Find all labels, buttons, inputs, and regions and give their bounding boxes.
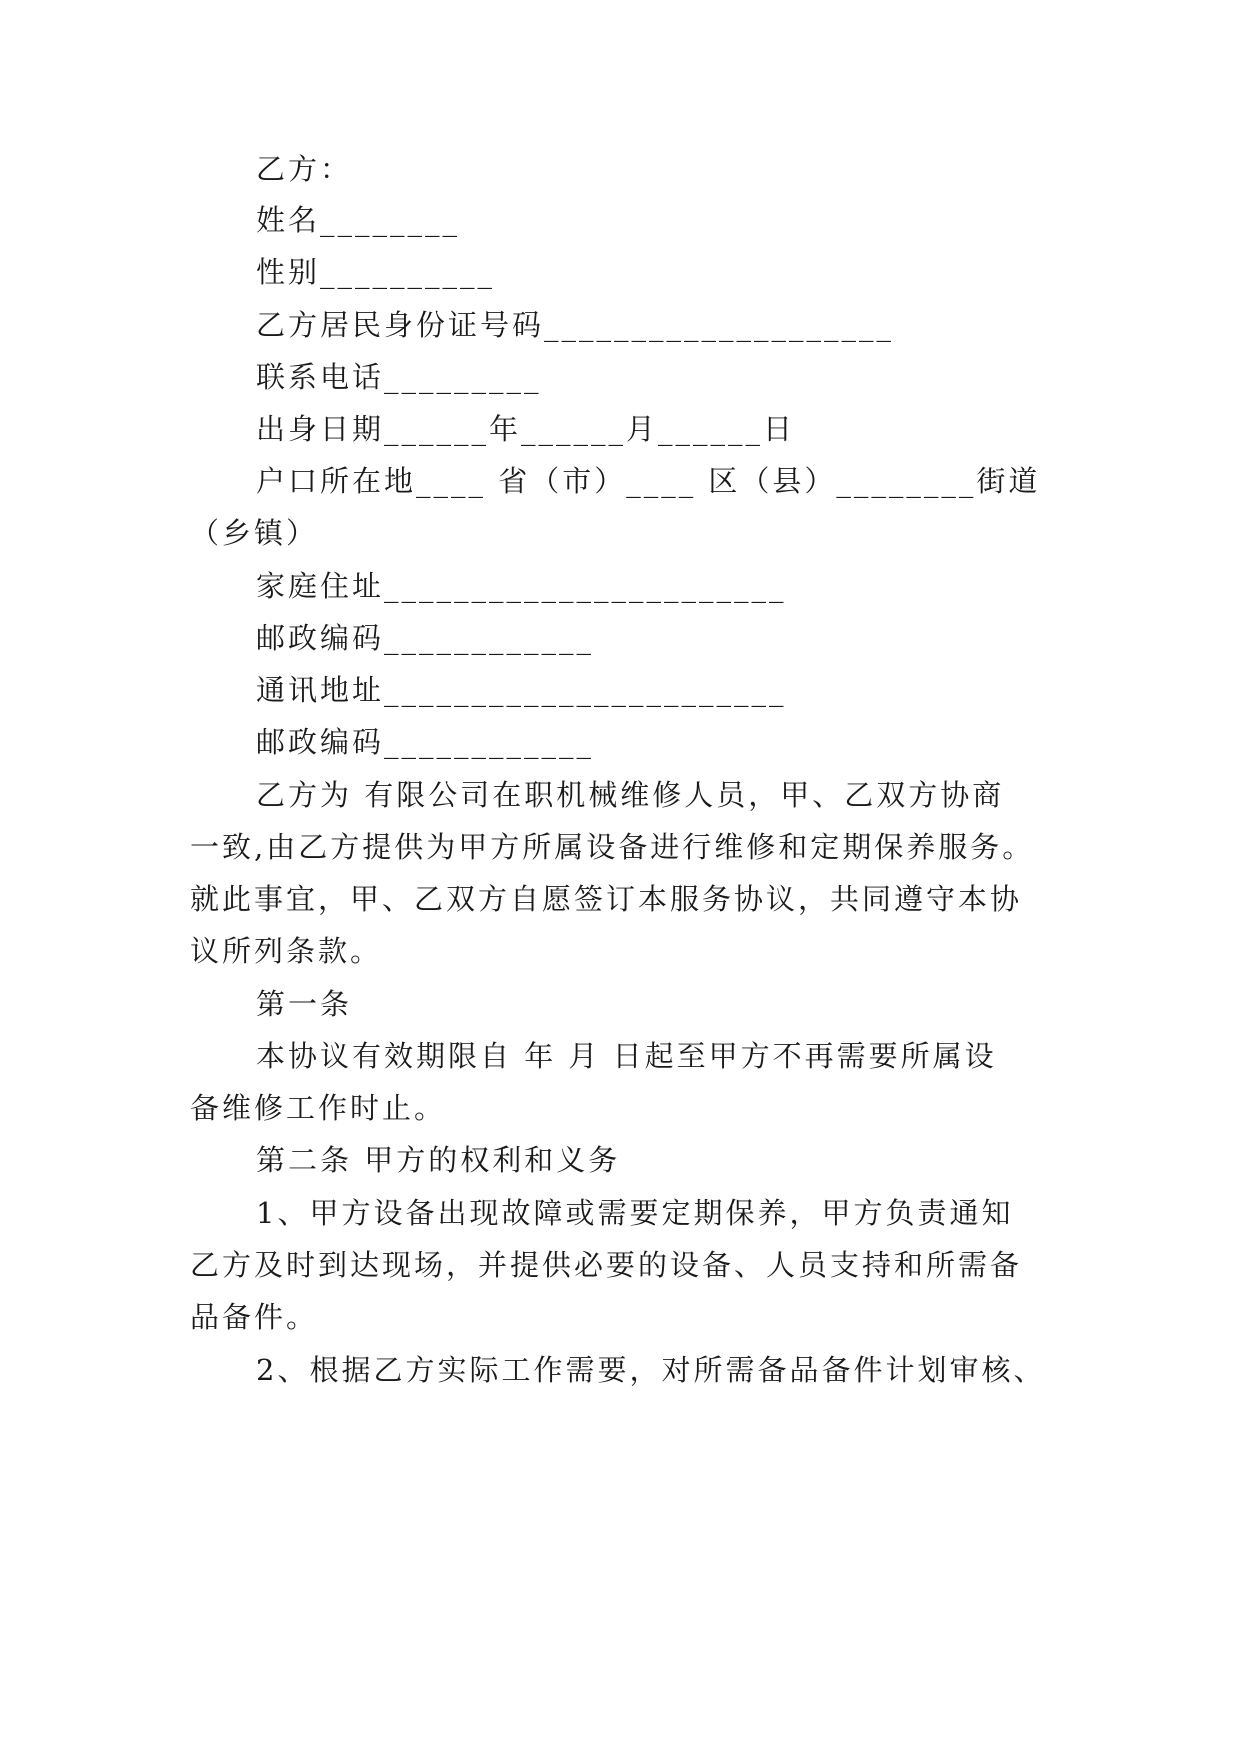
gender-field: 性别__________: [256, 255, 496, 289]
paragraph-line: 备维修工作时止。: [190, 1091, 447, 1125]
name-field: 姓名________: [256, 203, 461, 237]
postal-code-field-2: 邮政编码____________: [256, 725, 595, 759]
article-two-heading: 第二条 甲方的权利和义务: [256, 1143, 621, 1177]
party-b-heading: 乙方：: [256, 152, 353, 186]
paragraph-line: 乙方及时到达现场，并提供必要的设备、人员支持和所需备: [190, 1248, 1023, 1282]
household-field-cont: （乡镇）: [190, 516, 319, 550]
paragraph-line: 乙方为 有限公司在职机械维修人员，甲、乙双方协商: [256, 778, 1005, 812]
paragraph-line: 就此事宜，甲、乙双方自愿签订本服务协议，共同遵守本协: [190, 882, 1023, 916]
id-number-field: 乙方居民身份证号码____________________: [256, 308, 895, 342]
home-address-field: 家庭住址_______________________: [256, 569, 787, 603]
mailing-address-field: 通讯地址_______________________: [256, 673, 787, 707]
paragraph-line: 议所列条款。: [190, 934, 383, 968]
birth-date-field: 出身日期______年______月______日: [256, 412, 796, 446]
household-field: 户口所在地____ 省（市）____ 区（县）________街道: [256, 464, 1041, 498]
phone-field: 联系电话_________: [256, 360, 542, 394]
paragraph-line: 2、根据乙方实际工作需要，对所需备品备件计划审核、: [256, 1353, 1046, 1387]
article-one-heading: 第一条: [256, 987, 353, 1021]
paragraph-line: 品备件。: [190, 1300, 319, 1334]
paragraph-line: 1、甲方设备出现故障或需要定期保养，甲方负责通知: [256, 1196, 1014, 1230]
postal-code-field: 邮政编码____________: [256, 621, 595, 655]
paragraph-line: 一致,由乙方提供为甲方所属设备进行维修和定期保养服务。: [190, 830, 1035, 864]
paragraph-line: 本协议有效期限自 年 月 日起至甲方不再需要所属设: [256, 1039, 997, 1073]
